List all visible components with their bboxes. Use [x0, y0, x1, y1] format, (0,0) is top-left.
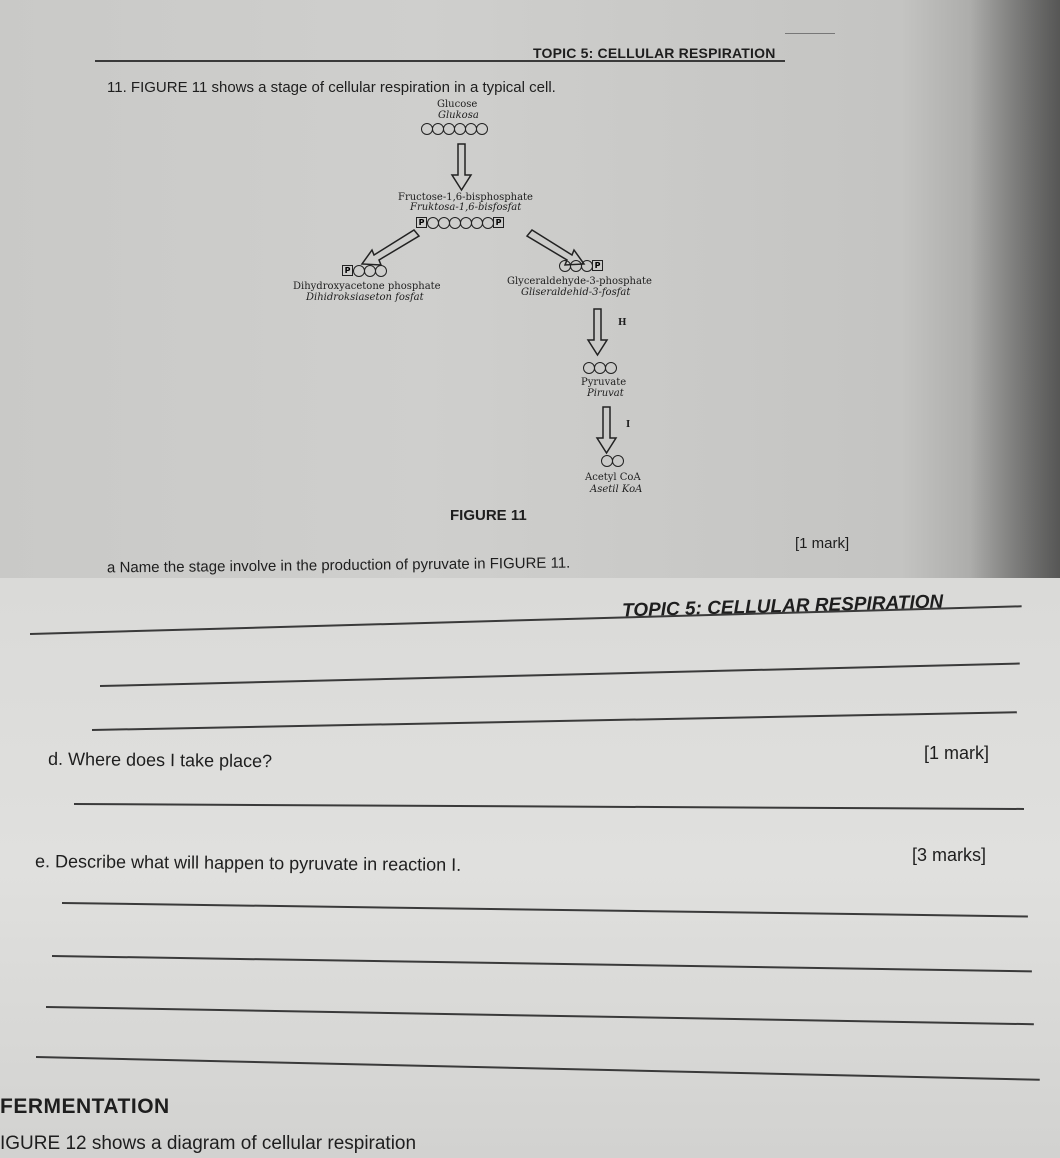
- figure-11-caption: FIGURE 11: [450, 507, 527, 524]
- fbp-label-ms: Fruktosa-1,6-bisfosfat: [410, 202, 522, 213]
- glucose-label-ms: Glukosa: [438, 110, 479, 121]
- dhap-label-ms: Dihidroksiaseton fosfat: [306, 292, 424, 303]
- acetyl-carbon-chain: [601, 455, 623, 467]
- question-e-text: e. Describe what will happen to pyruvate in reaction I.: [34, 851, 462, 875]
- arrow-glucose-to-fbp: [452, 142, 476, 192]
- dhap-carbon-chain: P: [342, 265, 386, 277]
- page-shadow: [970, 0, 1060, 580]
- acetyl-coa-label-ms: Asetil KoA: [590, 484, 643, 495]
- fbp-label: Fructose-1,6-bisphosphate: [398, 192, 533, 203]
- answer-line-e2: [52, 955, 1032, 972]
- arrow-fbp-to-dhap: [362, 228, 422, 268]
- answer-line-e4: [36, 1056, 1040, 1081]
- topic-header: TOPIC 5: CELLULAR RESPIRATION: [533, 45, 776, 61]
- glucose-label: Glucose: [437, 99, 478, 110]
- question-e-marks: [3 marks]: [912, 845, 987, 865]
- pyruvate-carbon-chain: [583, 362, 616, 374]
- arrow-h: [588, 307, 612, 357]
- arrow-i-label: I: [626, 420, 631, 430]
- answer-line-e1: [62, 902, 1028, 917]
- question-d-marks: [1 mark]: [924, 743, 990, 763]
- answer-line-e3: [46, 1006, 1034, 1025]
- pyruvate-label-ms: Piruvat: [587, 388, 624, 399]
- question-d-text: d. Where does I take place?: [47, 748, 273, 772]
- g3p-label-ms: Gliseraldehid-3-fosfat: [521, 287, 631, 298]
- fbp-carbon-chain: P P: [416, 217, 504, 229]
- pyruvate-label: Pyruvate: [581, 377, 627, 388]
- g3p-label: Glyceraldehyde-3-phosphate: [507, 276, 652, 287]
- section-heading-fermentation: FERMENTATION: [0, 1095, 170, 1118]
- header-rule-right: [785, 33, 835, 34]
- glucose-carbon-chain: [421, 123, 487, 135]
- topic-header: TOPIC 5: CELLULAR RESPIRATION: [621, 591, 944, 622]
- arrow-i: [597, 405, 621, 455]
- next-question-text: IGURE 12 shows a diagram of cellular respiration: [0, 1133, 417, 1154]
- question-a-text: a Name the stage involve in the production of pyruvate in FIGURE 11.: [106, 554, 571, 577]
- dhap-label: Dihydroxyacetone phosphate: [293, 281, 441, 292]
- g3p-carbon-chain: P: [559, 260, 603, 272]
- arrow-h-label: H: [618, 318, 627, 328]
- answer-line-d1: [74, 803, 1024, 810]
- answer-line-c1: [100, 663, 1020, 687]
- question-a-marks: [1 mark]: [795, 535, 850, 552]
- answer-line-c2: [92, 711, 1017, 731]
- bottom-worksheet-page: [0, 578, 1060, 1158]
- acetyl-coa-label: Acetyl CoA: [585, 472, 641, 483]
- question-11-text: 11. FIGURE 11 shows a stage of cellular respiration in a typical cell.: [107, 79, 556, 96]
